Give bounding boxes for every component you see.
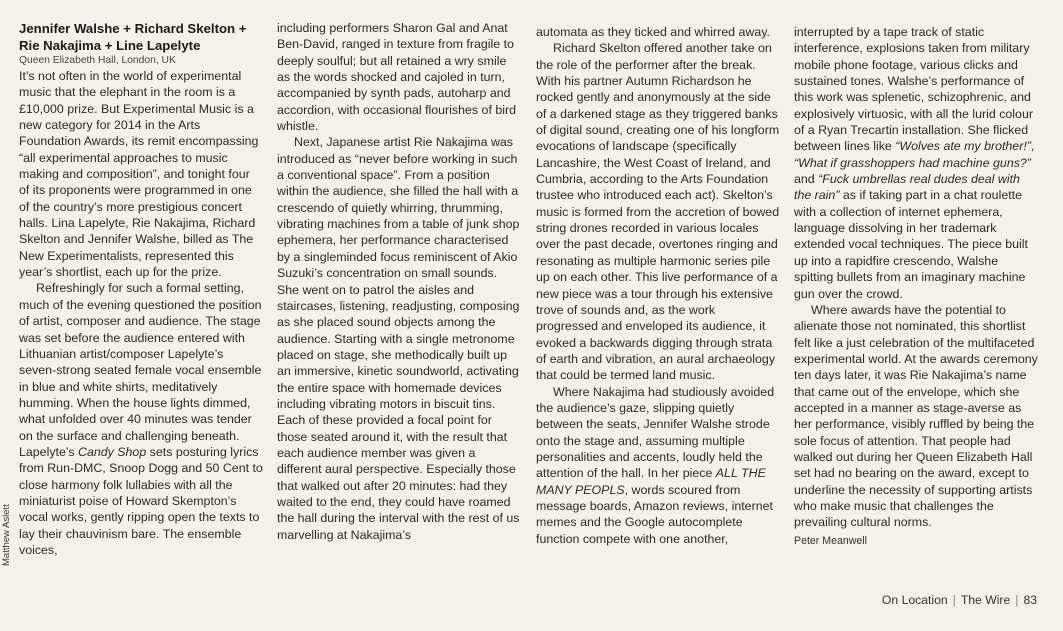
footer-section: On Location	[881, 593, 948, 607]
article-column-1	[19, 20, 263, 558]
article-byline: Peter Meanwell	[794, 534, 868, 547]
paragraph-5-part-1: Where Nakajima had studiously avoided the audience’s gaze, slipping quietly between the seats, Jennifer Walshe strode onto the stage and, assuming multiple personalities and accents, loudly held the attention of the hall. In her piece ALL THE MANY PEOPLS, words scoured from message boards, Amazon reviews, internet memes and the Google autocomplete function compete with one another,	[536, 384, 775, 546]
page-number: 83	[1023, 593, 1037, 607]
footer-separator: |	[952, 593, 956, 607]
article-column-3	[536, 24, 780, 547]
photo-credit: Matthew Aslett	[1, 504, 12, 566]
paragraph-4: Richard Skelton offered another take on the role of the performer after the break. With his partner Autumn Richardson he rocked gently and anonymously at the side of a darkened stage as they triggered banks of digital sound, creating one of his longform evocations of landscape (specifically Lancashire, the West Coast of Ireland, and Cumbria, according to the Arts Foundation trustee who introduced each act). Skelton’s music is formed from the accretion of bowed string drones recorded in various locales over the past decade, overtones ringing and resonating as multiple harmonic series pile up on each other. This live performance of a new piece was a tour through his extensive trove of sounds and, as the work progressed and enveloped its audience, it evoked a backwards digging through strata of earth and vibration, an aural archaeology that could be termed land music.	[536, 41, 780, 383]
footer-magazine: The Wire	[960, 593, 1011, 607]
article-column-4	[794, 24, 1038, 549]
article-column-2	[277, 20, 521, 543]
page-footer	[882, 593, 1037, 607]
paragraph-3-part-1: Next, Japanese artist Rie Nakajima was introduced as “never before working in such a conventional space”. From a position within the audience, she filled the hall with a crescendo of quietly whirring, thrumming, vibrating machines from a table of junk shop ephemera, her performance characterised by a singleminded focus reminiscent of Akio Suzuki’s concentration on small sounds. She went on to patrol the aisles and staircases, listening, readjusting, composing as she placed sound objects among the audience. Starting with a single metronome placed on stage, she methodically built up an immersive, kinetic soundworld, activating the entire space with homemade devices including vibrating motors in biscuit tins. Each of these provided a focal point for those seated around it, with the result that each audience member was given a different aural perspective. Especially those that walked out after 20 minutes: had they waited to the end, they could have roamed the hall during the interval with the rest of us marvelling at Nakajima’s	[277, 135, 520, 542]
article-venue: Queen Elizabeth Hall, London, UK	[19, 55, 176, 66]
paragraph-2-part-2: including performers Sharon Gal and Anat Ben-David, ranged in texture from fragile to deeply soulful; but all retained a wry smile as the words shocked and cajoled in turn, accompanied by synth pads, autoharp and accordion, with occasional flourishes of bird whistle.	[277, 21, 516, 134]
footer-separator: |	[1015, 593, 1019, 607]
paragraph-5-part-2: interrupted by a tape track of static interference, explosions taken from military mobile phone footage, various clicks and sustained tones. Walshe’s performance of this work was splenetic, schizophrenic, and explosively virtuosic, with all the lurid colour of a Ryan Trecartin installation. She flicked between lines like “Wolves ate my brother!”, “What if grasshoppers had machine guns?” and “Fuck umbrellas real dudes deal with the rain” as if taking part in a chat roulette with a collection of internet ephemera, language dissolving in her trademark extended vocal techniques. The piece built up into a rapidfire crescendo, Walshe spitting bullets from an imaginary machine gun over the crowd.	[794, 25, 1035, 301]
paragraph-2-part-1: Refreshingly for such a formal setting, much of the evening questioned the position of artist, composer and audience. The stage was set before the audience entered with Lithuanian artist/composer Lapelyte’s seven-strong seated female vocal ensemble in blue and white shirts, meditatively humming. When the house lights dimmed, what unfolded over 40 minutes was tender on the surface and challenging beneath. Lapelyte’s Candy Shop sets posturing lyrics from Run-DMC, Snoop Dogg and 50 Cent to close harmony folk lullabies with all the miniaturist poise of Howard Skempton’s vocal works, gently ripping open the texts to lay their chauvinism bare. The ensemble voices,	[19, 281, 263, 557]
article-headline: Jennifer Walshe + Richard Skelton + Rie Nakajima + Line Lapelyte	[19, 21, 247, 53]
paragraph-6: Where awards have the potential to alienate those not nominated, this shortlist felt like a just celebration of the multifaceted experimental world. At the awards ceremony ten days later, it was Rie Nakajima’s name that came out of the envelope, which she accepted in a manner as stage-averse as her performance, visibly ruffled by being the sole focus of attention. That people had walked out during her Queen Elizabeth Hall set had no bearing on the award, except to underline the necessity of supporting artists who make music that challenges the prevailing cultural norms.	[794, 302, 1038, 530]
paragraph-1: It’s not often in the world of experimental music that the elephant in the room is a £10,000 prize. But Experimental Music is a new category for 2014 in the Arts Foundation Awards, its remit encompassing “all experimental approaches to music making and composition”, and tonight four of its proponents were programmed in one of the country’s more prestigious concert halls. Lina Lapelyte, Rie Nakajima, Richard Skelton and Jennifer Walshe, billed as The New Experimentalists, represented this year’s shortlist, each up for the prize.	[19, 69, 259, 280]
paragraph-3-part-2: automata as they ticked and whirred away.	[536, 25, 770, 39]
